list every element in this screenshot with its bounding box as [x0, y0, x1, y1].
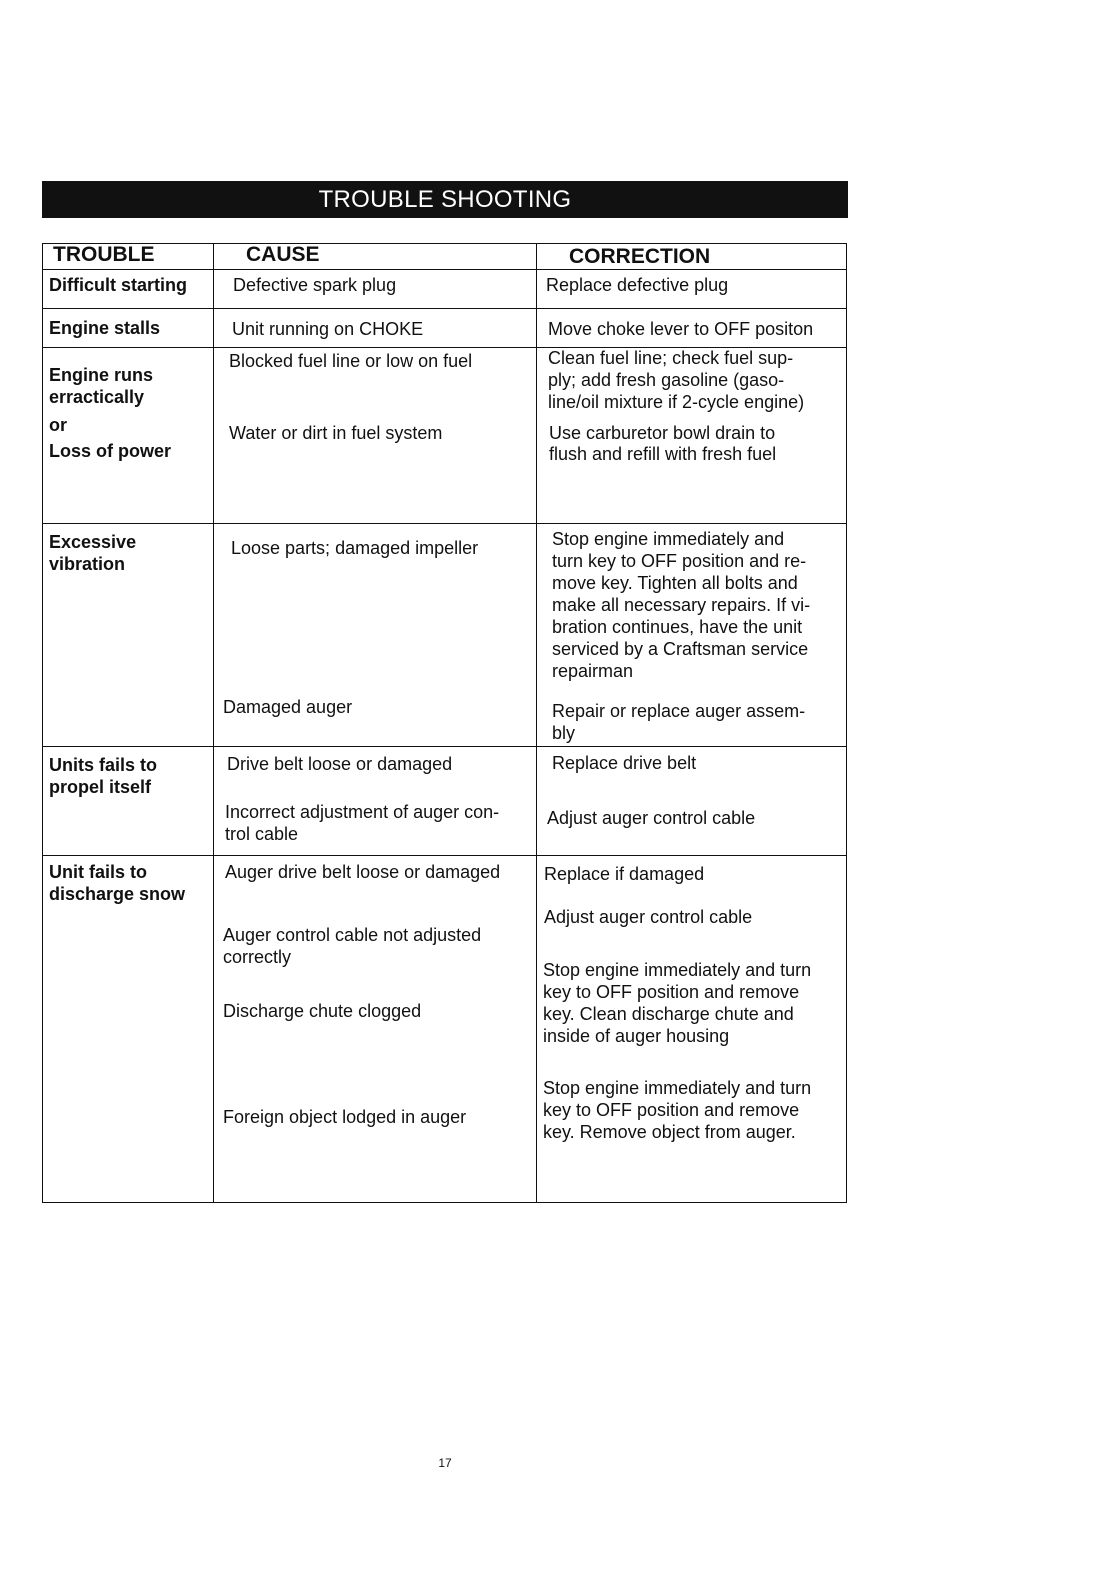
correction-cell: key to OFF position and remove: [543, 1100, 800, 1120]
correction-cell: Move choke lever to OFF positon: [548, 319, 814, 339]
correction-cell: Stop engine immediately and: [552, 529, 785, 549]
trouble-cell: Engine stalls: [49, 318, 161, 338]
correction-cell: Stop engine immediately and turn: [543, 1078, 812, 1098]
page-number: 17: [438, 1456, 452, 1470]
header-cause: CAUSE: [246, 243, 320, 266]
trouble-cell: vibration: [49, 554, 126, 574]
troubleshooting-table: [42, 243, 847, 1203]
cause-cell: Foreign object lodged in auger: [223, 1107, 467, 1127]
row-divider: [43, 308, 846, 309]
header-trouble: TROUBLE: [53, 243, 155, 266]
correction-cell: line/oil mixture if 2-cycle engine): [548, 392, 805, 412]
correction-cell: Adjust auger control cable: [547, 808, 756, 828]
correction-cell: Replace if damaged: [544, 864, 705, 884]
cause-cell: Unit running on CHOKE: [232, 319, 424, 339]
trouble-cell: Engine runs: [49, 365, 154, 385]
correction-cell: bration continues, have the unit: [552, 617, 803, 637]
correction-cell: bly: [552, 723, 576, 743]
trouble-cell: Difficult starting: [49, 275, 187, 295]
trouble-cell: Units fails to: [49, 755, 158, 775]
correction-cell: key to OFF position and remove: [543, 982, 800, 1002]
cause-cell: trol cable: [225, 824, 299, 844]
cause-cell: Blocked fuel line or low on fuel: [229, 351, 473, 371]
correction-cell: Adjust auger control cable: [544, 907, 753, 927]
cause-cell: Auger drive belt loose or damaged: [225, 862, 501, 882]
cause-cell: correctly: [223, 947, 292, 967]
correction-cell: make all necessary repairs. If vi-: [552, 595, 811, 615]
correction-cell: inside of auger housing: [543, 1026, 730, 1046]
trouble-cell: Excessive: [49, 532, 137, 552]
trouble-cell: erractically: [49, 387, 145, 407]
correction-cell: ply; add fresh gasoline (gaso-: [548, 370, 785, 390]
correction-cell: Use carburetor bowl drain to: [549, 423, 776, 443]
correction-cell: repairman: [552, 661, 634, 681]
trouble-cell: Unit fails to: [49, 862, 147, 882]
page-title-banner: TROUBLE SHOOTING: [42, 181, 848, 218]
correction-cell: move key. Tighten all bolts and: [552, 573, 798, 593]
cause-cell: Incorrect adjustment of auger con-: [225, 802, 500, 822]
row-divider: [43, 855, 846, 856]
correction-cell: Replace defective plug: [546, 275, 729, 295]
row-divider: [43, 269, 846, 270]
correction-cell: key. Remove object from auger.: [543, 1122, 796, 1142]
cause-cell: Discharge chute clogged: [223, 1001, 422, 1021]
correction-cell: Replace drive belt: [552, 753, 697, 773]
cause-cell: Auger control cable not adjusted: [223, 925, 482, 945]
correction-cell: Stop engine immediately and turn: [543, 960, 812, 980]
cause-cell: Drive belt loose or damaged: [227, 754, 453, 774]
correction-cell: flush and refill with fresh fuel: [549, 444, 777, 464]
trouble-cell: propel itself: [49, 777, 152, 797]
trouble-cell: discharge snow: [49, 884, 186, 904]
correction-cell: Repair or replace auger assem-: [552, 701, 806, 721]
cause-cell: Damaged auger: [223, 697, 353, 717]
row-divider: [43, 746, 846, 747]
correction-cell: turn key to OFF position and re-: [552, 551, 807, 571]
column-divider: [536, 244, 537, 1202]
cause-cell: Defective spark plug: [233, 275, 397, 295]
cause-cell: Loose parts; damaged impeller: [231, 538, 479, 558]
column-divider: [213, 244, 214, 1202]
trouble-cell: or: [49, 415, 67, 435]
correction-cell: Clean fuel line; check fuel sup-: [548, 348, 794, 368]
correction-cell: key. Clean discharge chute and: [543, 1004, 794, 1024]
row-divider: [43, 523, 846, 524]
correction-cell: serviced by a Craftsman service: [552, 639, 809, 659]
cause-cell: Water or dirt in fuel system: [229, 423, 443, 443]
header-correction: CORRECTION: [569, 245, 711, 268]
trouble-cell: Loss of power: [49, 441, 172, 461]
